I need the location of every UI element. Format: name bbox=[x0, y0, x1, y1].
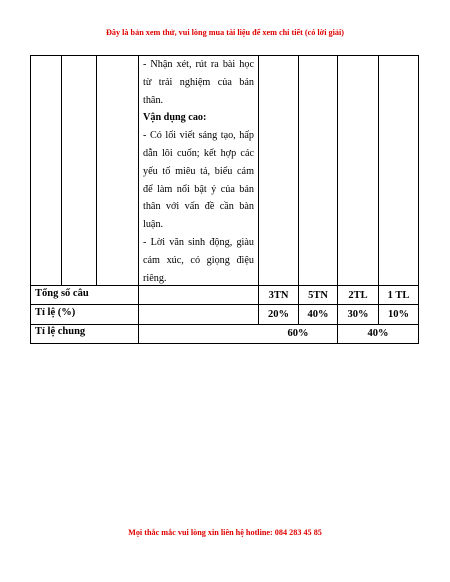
criteria-cell bbox=[143, 56, 254, 287]
tong-so-cau-value: 5TN bbox=[308, 290, 328, 301]
ti-le-chung-value: 40% bbox=[367, 328, 389, 339]
hotline-banner: Mọi thắc mắc vui lòng xin liên hệ hotline: 084 283 45 85 bbox=[128, 528, 322, 537]
tong-so-cau-value: 2TL bbox=[348, 290, 368, 301]
row-label-tong-so-cau: Tổng số câu bbox=[35, 288, 89, 299]
tong-so-cau-value: 3TN bbox=[268, 290, 289, 301]
ti-le-value: 10% bbox=[388, 309, 409, 320]
row-label-ti-le: Tỉ lệ (%) bbox=[35, 307, 76, 318]
ti-le-value: 30% bbox=[347, 309, 369, 320]
criteria-heading: Vận dụng cao: bbox=[143, 112, 207, 124]
criteria-line-3: - Lời văn sinh động, giàu cảm xúc, có giọng điệu riêng. bbox=[143, 236, 254, 284]
tong-so-cau-value: 1 TL bbox=[387, 290, 410, 301]
preview-banner: Đây là bản xem thử, vui lòng mua tài liệu để xem chi tiết (có lời giải) bbox=[105, 28, 344, 37]
ti-le-value: 40% bbox=[307, 309, 329, 320]
ti-le-chung-value: 60% bbox=[287, 328, 309, 339]
row-label-ti-le-chung: Tỉ lệ chung bbox=[35, 326, 86, 337]
ti-le-value: 20% bbox=[268, 309, 289, 320]
criteria-line-1: - Nhận xét, rút ra bài học từ trải nghiệm của bản thân. bbox=[143, 59, 254, 106]
criteria-line-2: - Có lối viết sáng tạo, hấp dẫn lôi cuốn; kết hợp các yếu tố miêu tả, biểu cảm để làm nổi bật ý của bản thân với vấn đề cần bàn luận. bbox=[143, 130, 254, 231]
